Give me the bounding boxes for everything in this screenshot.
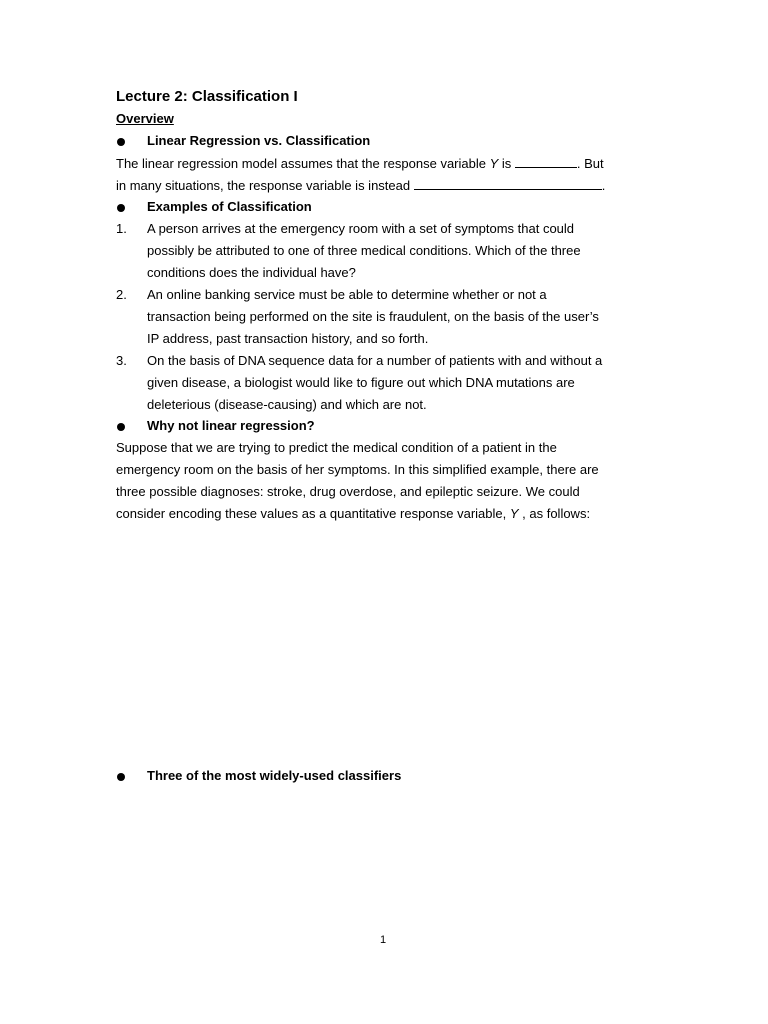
- list-item-line: deleterious (disease-causing) and which are not.: [147, 397, 427, 412]
- section-heading-linear-vs-classification: Linear Regression vs. Classification: [147, 133, 371, 148]
- bullet-icon: [117, 423, 125, 431]
- overview-heading: Overview: [116, 111, 174, 126]
- bullet-icon: [117, 138, 125, 146]
- paragraph-line: consider encoding these values as a quantitative response variable, Y , as follows:: [116, 506, 591, 521]
- section-heading-why-not-linear: Why not linear regression?: [147, 418, 315, 433]
- list-number: 1.: [116, 221, 127, 236]
- variable-y: Y: [489, 156, 499, 171]
- section1-line-2: in many situations, the response variable is instead .: [116, 178, 606, 193]
- paragraph-line: emergency room on the basis of her symptoms. In this simplified example, there are: [116, 462, 599, 477]
- section1-line-1: The linear regression model assumes that the response variable Y is . But: [116, 156, 604, 171]
- section-heading-classifiers: Three of the most widely-used classifiers: [147, 768, 402, 783]
- paragraph-line: three possible diagnoses: stroke, drug overdose, and epileptic seizure. We could: [116, 484, 580, 499]
- list-number: 3.: [116, 353, 127, 368]
- list-item-line: given disease, a biologist would like to figure out which DNA mutations are: [147, 375, 575, 390]
- list-item-line: A person arrives at the emergency room with a set of symptoms that could: [147, 221, 575, 236]
- list-item-line: An online banking service must be able to determine whether or not a: [147, 287, 547, 302]
- page-title: Lecture 2: Classification I: [116, 88, 298, 105]
- bullet-icon: [117, 773, 125, 781]
- list-item-line: IP address, past transaction history, and so forth.: [147, 331, 429, 346]
- paragraph-line: Suppose that we are trying to predict the medical condition of a patient in the: [116, 440, 557, 455]
- list-item-line: On the basis of DNA sequence data for a number of patients with and without a: [147, 353, 603, 368]
- list-item-line: possibly be attributed to one of three medical conditions. Which of the three: [147, 243, 581, 258]
- list-number: 2.: [116, 287, 127, 302]
- list-item-line: transaction being performed on the site is fraudulent, on the basis of the user’s: [147, 309, 599, 324]
- list-item-line: conditions does the individual have?: [147, 265, 356, 280]
- section-heading-examples: Examples of Classification: [147, 199, 312, 214]
- fill-in-blank: [414, 177, 602, 190]
- page-number: 1: [380, 934, 387, 946]
- variable-y: Y: [509, 506, 519, 521]
- bullet-icon: [117, 204, 125, 212]
- fill-in-blank: [515, 155, 577, 168]
